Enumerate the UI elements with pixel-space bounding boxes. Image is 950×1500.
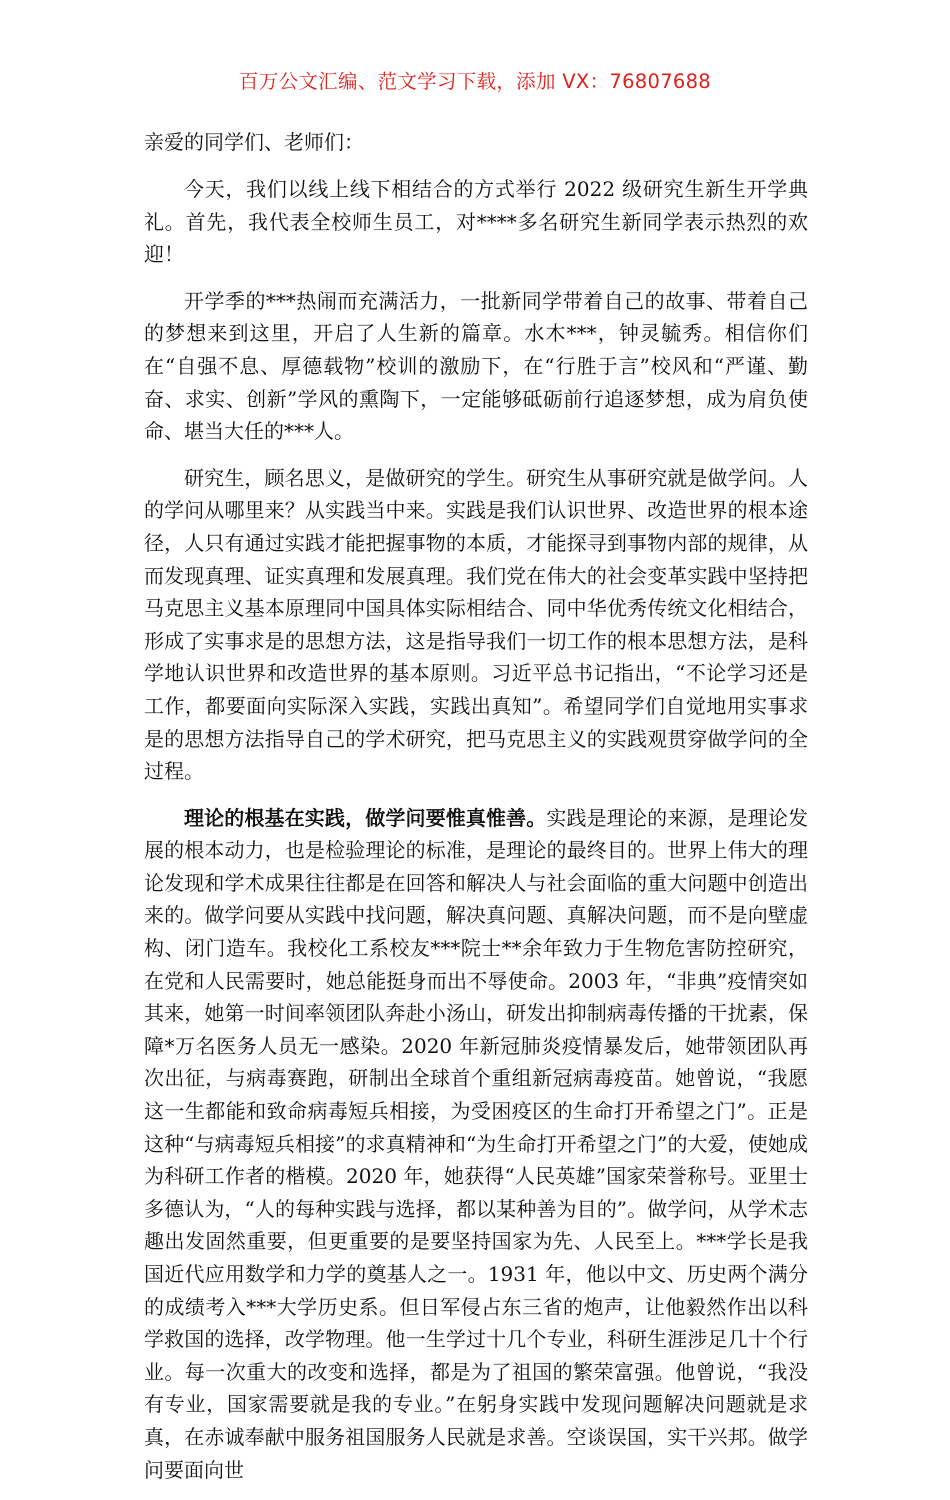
watermark-header: 百万公文汇编、范文学习下载，添加 VX：76807688 (238, 70, 712, 93)
paragraph-research: 研究生，顾名思义，是做研究的学生。研究生从事研究就是做学问。人的学问从哪里来？从实践当中来。实践是我们认识世界、改造世界的根本途径，人只有通过实践才能把握事物的本质，才能探寻到事物内部的规律，从而发现真理、证实真理和发展真理。我们党在伟大的社会变革实践中坚持把马克思主义基本原理同中国具体实际相结合、同中华优秀传统文化相结合，形成了实事求是的思想方法，这是指导我们一切工作的根本思想方法，是科学地认识世界和改造世界的基本原则。习近平总书记指出，“不论学习还是工作，都要面向实际深入实践，实践出真知”。希望同学们自觉地用实事求是的思想方法指导自己的学术研究，把马克思主义的实践观贯穿做学问的全过程。 (144, 465, 808, 784)
paragraph-heading-bold: 理论的根基在实践，做学问要惟真惟善。 (184, 805, 547, 830)
paragraph-opening: 今天，我们以线上线下相结合的方式举行 2022 级研究生新生开学典礼。首先，我代表全校师生员工，对****多名研究生新同学表示热烈的欢迎！ (144, 177, 808, 267)
paragraph-body: 实践是理论的来源，是理论发展的根本动力，也是检验理论的标准，是理论的最终目的。世界上伟大的理论发现和学术成果往往都是在回答和解决人与社会面临的重大问题中创造出来的。做学问要从实践中找问题，解决真问题、真解决问题，而不是向壁虚构、闭门造车。我校化工系校友***院士**余年致力于生物危害防控研究，在党和人民需要时，她总能挺身而出不辱使命。2003 年，“非典”疫情突如其来，她第一时间率领团队奔赴小汤山，研发出抑制病毒传播的干扰素，保障*万名医务人员无一感染。2020 年新冠肺炎疫情暴发后，她带领团队再次出征，与病毒赛跑，研制出全球首个重组新冠病毒疫苗。她曾说，“我愿这一生都能和致命病毒短兵相接，为受困疫区的生命打开希望之门”。正是这种“与病毒短兵相接”的求真精神和“为生命打开希望之门”的大爱，使她成为科研工作者的楷模。2020 年，她获得“人民英雄”国家荣誉称号。亚里士多德认为，“人的每种实践与选择，都以某种善为目的”。做学问，从学术志趣出发固然重要，但更重要的是要坚持国家为先、人民至上。***学长是我国近代应用数学和力学的奠基人之一。1931 年，他以中文、历史两个满分的成绩考入***大学历史系。但日军侵占东三省的炮声，让他毅然作出以科学救国的选择，改学物理。他一生学过十几个专业，科研生涯涉足几十个行业。每一次重大的改变和选择，都是为了祖国的繁荣富强。他曾说，“我没有专业，国家需要就是我的专业。”在躬身实践中发现问题解决问题就是求真，在赤诚奉献中服务祖国服务人民就是求善。空谈误国，实干兴邦。做学问要面向世 (144, 805, 809, 1482)
greeting: 亲爱的同学们、老师们： (144, 130, 364, 154)
document-body (144, 126, 808, 1500)
paragraph-theory-practice (144, 802, 808, 1486)
paragraph-welcome: 开学季的***热闹而充满活力，一批新同学带着自己的故事、带着自己的梦想来到这里，开启了人生新的篇章。水木***，钟灵毓秀。相信你们在“自强不息、厚德载物”校训的激励下，在“行胜于言”校风和“严谨、勤奋、求实、创新”学风的熏陶下，一定能够砥砺前行追逐梦想，成为肩负使命、堪当大任的***人。 (144, 288, 808, 444)
